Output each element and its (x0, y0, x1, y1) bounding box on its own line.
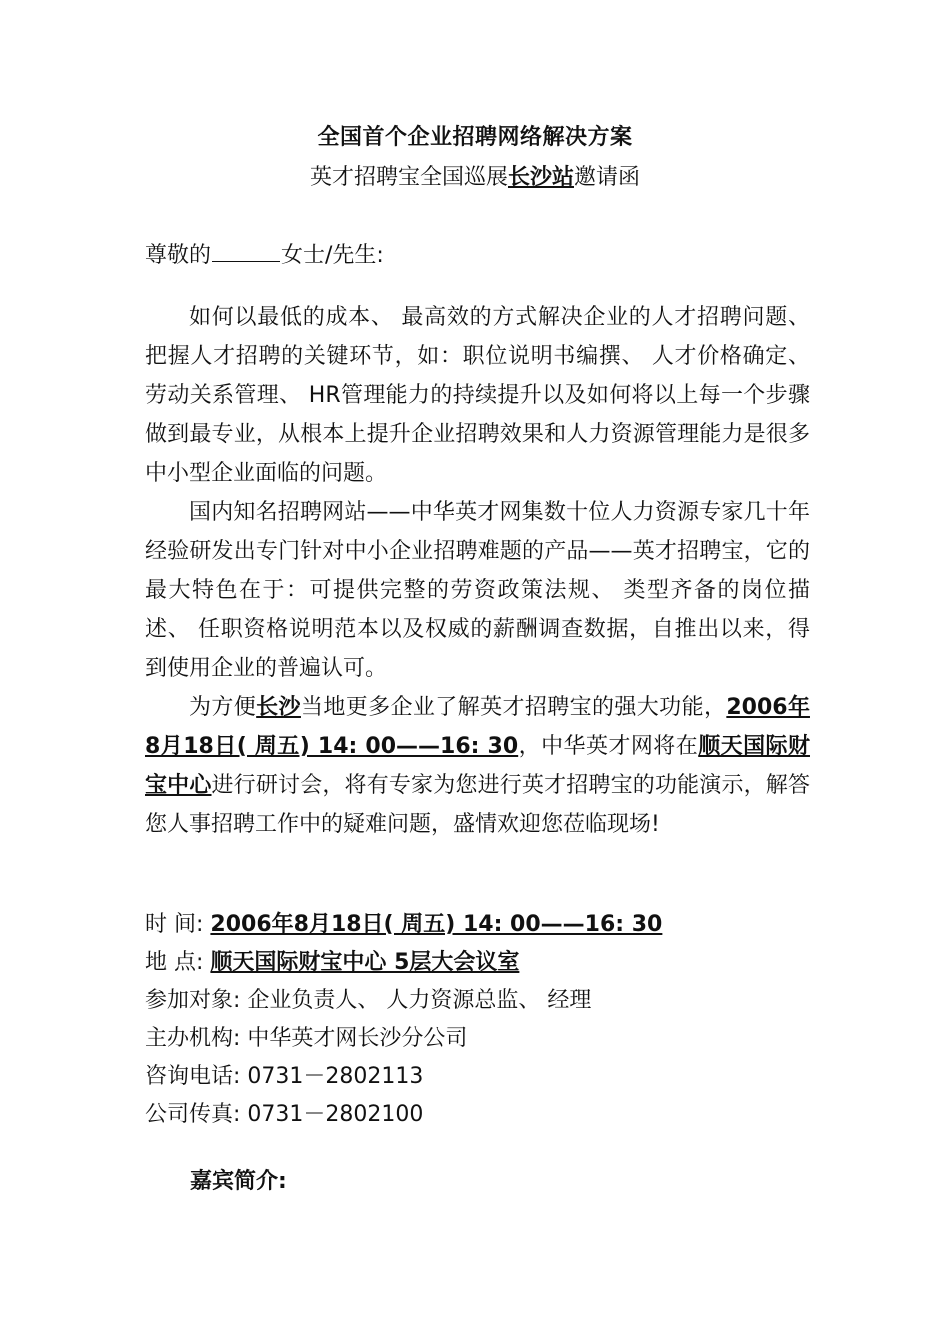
paragraph-3-datetime: 2006年8月18日( 周五) 14: 00——16: 30 (145, 695, 810, 759)
time-value: 2006年8月18日( 周五) 14: 00——16: 30 (210, 912, 663, 937)
fax-label: 公司传真: (145, 1102, 241, 1127)
organizer-value: 中华英才网长沙分公司 (247, 1026, 468, 1051)
subtitle-suffix: 邀请函 (574, 165, 641, 190)
name-blank (212, 239, 280, 262)
paragraph-2-text: 国内知名招聘网站——中华英才网集数十位人力资源专家几十年经验研发出专门针对中小企业招聘难题的产品——英才招聘宝，它的最大特色在于：可提供完整的劳资政策法规、 类型齐备的岗位描述、 任职资格说明范本以及权威的薪酬调查数据，自推出以来，得到使用企业的普遍认可。 (145, 500, 810, 681)
document-subtitle (0, 160, 950, 191)
subtitle-prefix: 英才招聘宝全国巡展 (309, 165, 508, 190)
paragraph-1-text: 如何以最低的成本、 最高效的方式解决企业的人才招聘问题、 把握人才招聘的关键环节，如：职位说明书编撰、 人才价格确定、 劳动关系管理、 HR管理能力的持续提升以及如何将以上每一个步骤做到最专业，从根本上提升企业招聘效果和人力资源管理能力是很多中小型企业面临的问题。 (145, 305, 810, 486)
paragraph-3-venue: 顺天国际财宝中心 (145, 734, 810, 798)
paragraph-3-city: 长沙 (256, 695, 301, 720)
audience-value: 企业负责人、 人力资源总监、 经理 (247, 988, 592, 1013)
organizer-label: 主办机构: (145, 1026, 241, 1051)
audience-label: 参加对象: (145, 988, 241, 1013)
detail-row-fax (145, 1096, 815, 1134)
paragraph-3-text (145, 688, 810, 844)
place-label: 地 点: (145, 950, 204, 975)
paragraph-3-part4: 进行研讨会，将有专家为您进行英才招聘宝的功能演示，解答您人事招聘工作中的疑难问题，盛情欢迎您莅临现场! (145, 773, 810, 837)
greeting-line (145, 238, 384, 269)
detail-row-organizer (145, 1020, 815, 1058)
detail-row-phone (145, 1058, 815, 1096)
paragraph-3-part1: 为方便 (189, 695, 257, 720)
paragraph-1 (145, 298, 810, 493)
greeting-suffix: 女士/先生: (281, 243, 384, 268)
detail-row-audience (145, 982, 815, 1020)
paragraph-3-part2: 当地更多企业了解英才招聘宝的强大功能， (300, 695, 727, 720)
guests-heading: 嘉宾简介: (190, 1169, 287, 1194)
detail-row-time (145, 906, 815, 944)
event-details (145, 906, 815, 1134)
phone-label: 咨询电话: (145, 1064, 241, 1089)
paragraph-2 (145, 493, 810, 688)
paragraph-3-part3: ，中华英才网将在 (518, 734, 699, 759)
greeting-prefix: 尊敬的 (145, 243, 212, 268)
phone-value: 0731－2802113 (247, 1064, 424, 1089)
place-value: 顺天国际财宝中心 5层大会议室 (210, 950, 520, 975)
time-label: 时 间: (145, 912, 204, 937)
subtitle-city: 长沙站 (507, 165, 574, 190)
fax-value: 0731－2802100 (247, 1102, 424, 1127)
detail-row-place (145, 944, 815, 982)
document-title: 全国首个企业招聘网络解决方案 (317, 125, 633, 150)
paragraph-3 (145, 688, 810, 844)
